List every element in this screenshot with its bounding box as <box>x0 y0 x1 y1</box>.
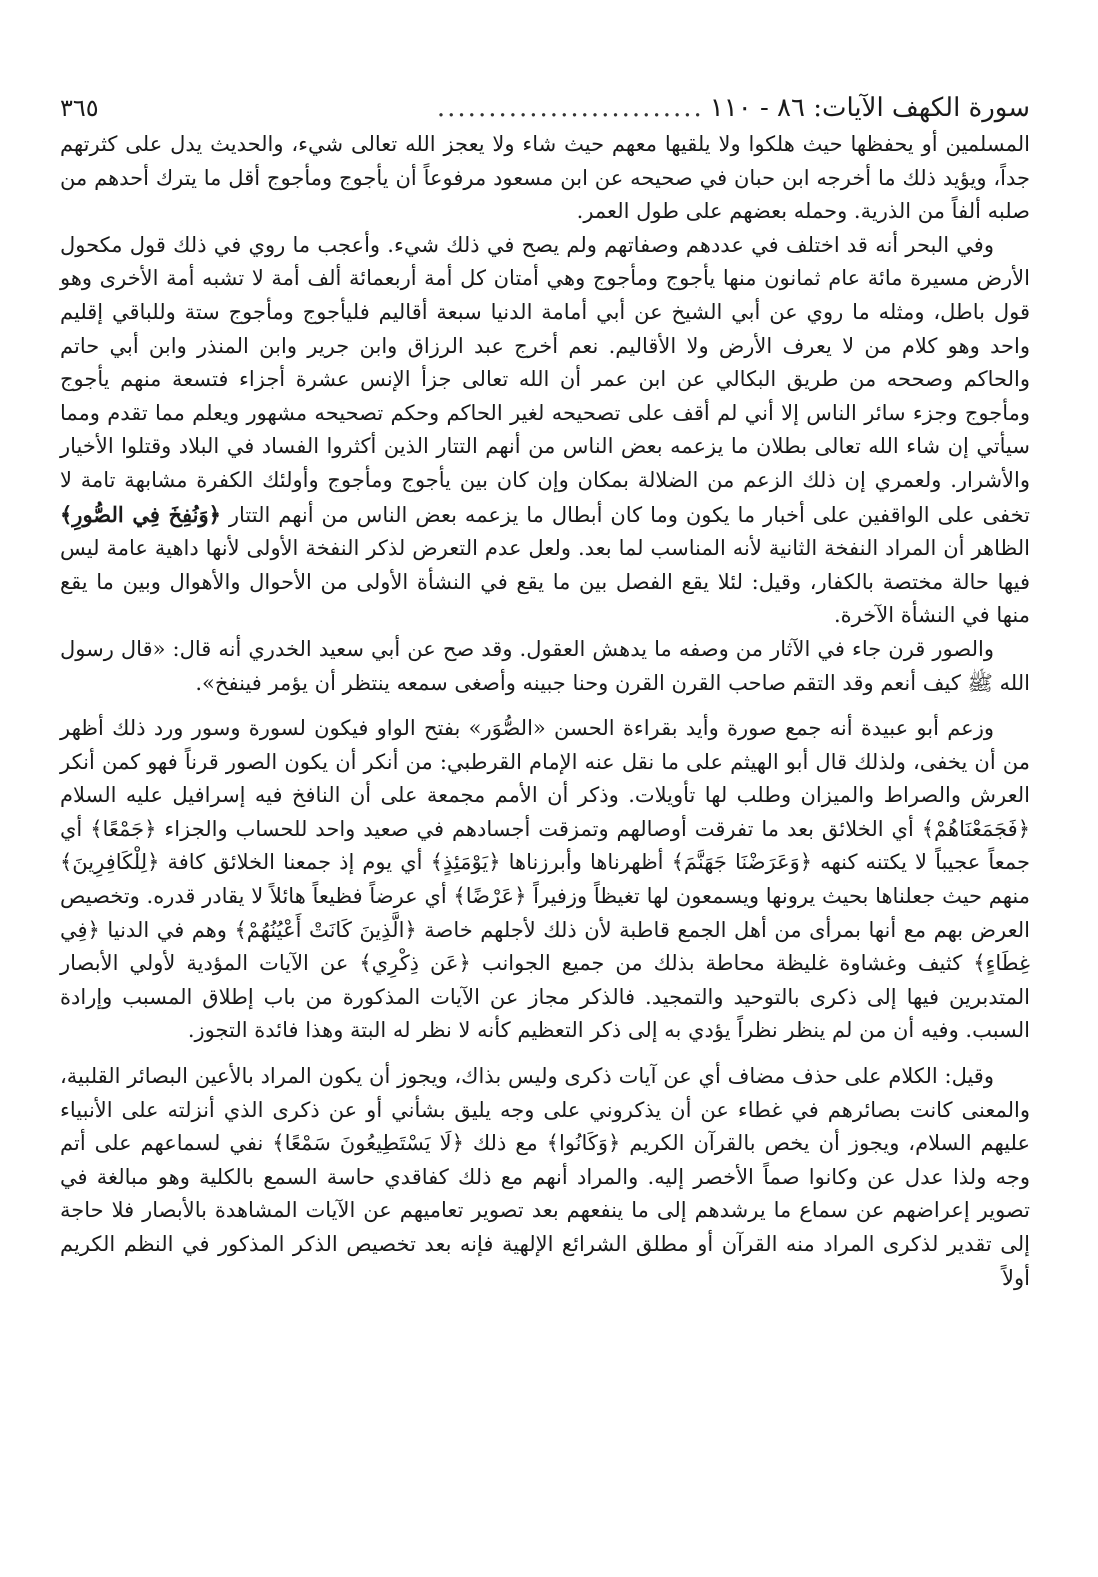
paragraph-4 <box>60 712 1030 1048</box>
paragraph-5 <box>60 1060 1030 1295</box>
dot-leader: .......................... <box>436 93 704 123</box>
quran-quote: ﴿وَنُفِخَ فِي الصُّورِ﴾ <box>60 501 221 527</box>
surah-title: سورة الكهف الآيات: ٨٦ - ١١٠ <box>709 93 1030 123</box>
section-gap <box>60 1048 1030 1060</box>
paragraph-2 <box>60 229 1030 633</box>
paragraph-text: والصور قرن جاء في الآثار من وصفه ما يدهش العقول. وقد صح عن أبي سعيد الخدري أنه قال: «قال رسول الله ﷺ كيف أنعم وقد التقم صاحب القرن القرن وحنا جبينه وأصغى سمعه ينتظر أن يؤمر فينفخ». <box>60 636 1030 695</box>
paragraph-text: وزعم أبو عبيدة أنه جمع صورة وأيد بقراءة الحسن «الصُّوَر» بفتح الواو فيكون لسورة وسور ورد ذلك أظهر من أن يخفى، ولذلك قال أبو الهيثم على ما نقل عنه الإمام القرطبي: من أنكر أن يكون الصور قرناً فهو كمن أنكر العرش والصراط والميزان وطلب لها تأويلات. وذكر أن الأمم مجمعة على أن النافخ فيه إسرافيل عليه السلام ﴿فَجَمَعْنَاهُمْ﴾ أي الخلائق بعد ما تفرقت أوصالهم وتمزقت أجسادهم في صعيد واحد للحساب والجزاء ﴿جَمْعًا﴾ أي جمعاً عجيباً لا يكتنه كنهه ﴿وَعَرَضْنَا جَهَنَّمَ﴾ أظهرناها وأبرزناها ﴿يَوْمَئِذٍ﴾ أي يوم إذ جمعنا الخلائق كافة ﴿لِلْكَافِرِينَ﴾ منهم حيث جعلناها بحيث يرونها ويسمعون لها تغيظاً وزفيراً ﴿عَرْضًا﴾ أي عرضاً فظيعاً هائلاً لا يقادر قدره. وتخصيص العرض بهم مع أنها بمرأى من أهل الجمع قاطبة لأن ذلك لأجلهم خاصة ﴿الَّذِينَ كَانَتْ أَعْيُنُهُمْ﴾ وهم في الدنيا ﴿فِي غِطَاءٍ﴾ كثيف وغشاوة غليظة محاطة بذلك من جميع الجوانب ﴿عَن ذِكْرِي﴾ عن الآيات المؤدية لأولي الأبصار المتدبرين فيها إلى ذكرى بالتوحيد والتمجيد. فالذكر مجاز عن الآيات المذكورة من باب إطلاق المسبب وإرادة السبب. وفيه أن من لم ينظر نظراً يؤدي به إلى ذكر التعظيم كأنه لا نظر له البتة وهذا فائدة التجوز. <box>60 716 1030 1043</box>
paragraph-text: الظاهر أن المراد النفخة الثانية لأنه المناسب لما بعد. ولعل عدم التعرض لذكر النفخة الأولى لأنها داهية عامة ليس فيها حالة مختصة بالكفار، وقيل: لئلا يقع الفصل بين ما يقع في النشأة الأولى من الأحوال والأهوال وبين ما يقع منها في النشأة الآخرة. <box>60 536 1030 628</box>
paragraph-text: وقيل: الكلام على حذف مضاف أي عن آيات ذكرى وليس بذاك، ويجوز أن يكون المراد بالأعين البصائر القلبية، والمعنى كانت بصائرهم في غطاء عن أن يذكروني على وجه يليق بشأني أو عن ذكرى الذي أنزلته على الأنبياء عليهم السلام، ويجوز أن يخص بالقرآن الكريم ﴿وَكَانُوا﴾ مع ذلك ﴿لَا يَسْتَطِيعُونَ سَمْعًا﴾ نفي لسماعهم على أتم وجه ولذا عدل عن وكانوا صماً الأخصر إليه. والمراد أنهم مع ذلك كفاقدي حاسة السمع بالكلية وهو مبالغة في تصوير إعراضهم عن سماع ما يرشدهم إلى ما ينفعهم بعد تصوير تعاميهم عن الآيات المشاهدة بالأبصار فلا حاجة إلى تقدير لذكرى المراد منه القرآن أو مطلق الشرائع الإلهية فإنه بعد تخصيص الذكر المذكور في النظم الكريم أولاً <box>60 1064 1030 1290</box>
paragraph-3 <box>60 633 1030 700</box>
page-number: ٣٦٥ <box>60 94 99 122</box>
page-header <box>60 88 1030 128</box>
paragraph-1 <box>60 128 1030 229</box>
paragraph-text: المسلمين أو يحفظها حيث هلكوا ولا يلقيها معهم حيث شاء ولا يعجز الله تعالى شيء، والحديث يدل على كثرتهم جداً، ويؤيد ذلك ما أخرجه ابن حبان في صحيحه عن ابن مسعود مرفوعاً أن يأجوج ومأجوج أقل ما يترك أحدهم من صلبه ألفاً من الذرية. وحمله بعضهم على طول العمر. <box>60 132 1030 224</box>
paragraph-text: وفي البحر أنه قد اختلف في عددهم وصفاتهم ولم يصح في ذلك شيء. وأعجب ما روي في ذلك قول مكحول الأرض مسيرة مائة عام ثمانون منها يأجوج ومأجوج وهي أمتان كل أمة أربعمائة ألف أمة لا تشبه أمة الأخرى وهو قول باطل، ومثله ما روي عن أبي الشيخ عن أبي أمامة الدنيا سبعة أقاليم فليأجوج ومأجوج ستة وللباقي إقليم واحد وهو كلام من لا يعرف الأرض ولا الأقاليم. نعم أخرج عبد الرزاق وابن جرير وابن المنذر وابن أبي حاتم والحاكم وصححه من طريق البكالي عن ابن عمر أن الله تعالى جزأ الإنس عشرة أجزاء فتسعة منهم يأجوج ومأجوج وجزء سائر الناس إلا أني لم أقف على تصحيحه لغير الحاكم وحكم تصحيحه مشهور ويعلم مما تقدم ومما سيأتي إن شاء الله تعالى بطلان ما يزعمه بعض الناس من أنهم التتار الذين أكثروا الفساد في البلاد وقتلوا الأخيار والأشرار. ولعمري إن ذلك الزعم من الضلالة بمكان وإن كان بين يأجوج ومأجوج وأولئك الكفرة مشابهة تامة لا تخفى على الواقفين على أخبار ما يكون وما كان أبطال ما يزعمه بعض الناس من أنهم التتار <box>60 232 1030 527</box>
section-gap <box>60 700 1030 712</box>
book-page <box>60 88 1030 1558</box>
